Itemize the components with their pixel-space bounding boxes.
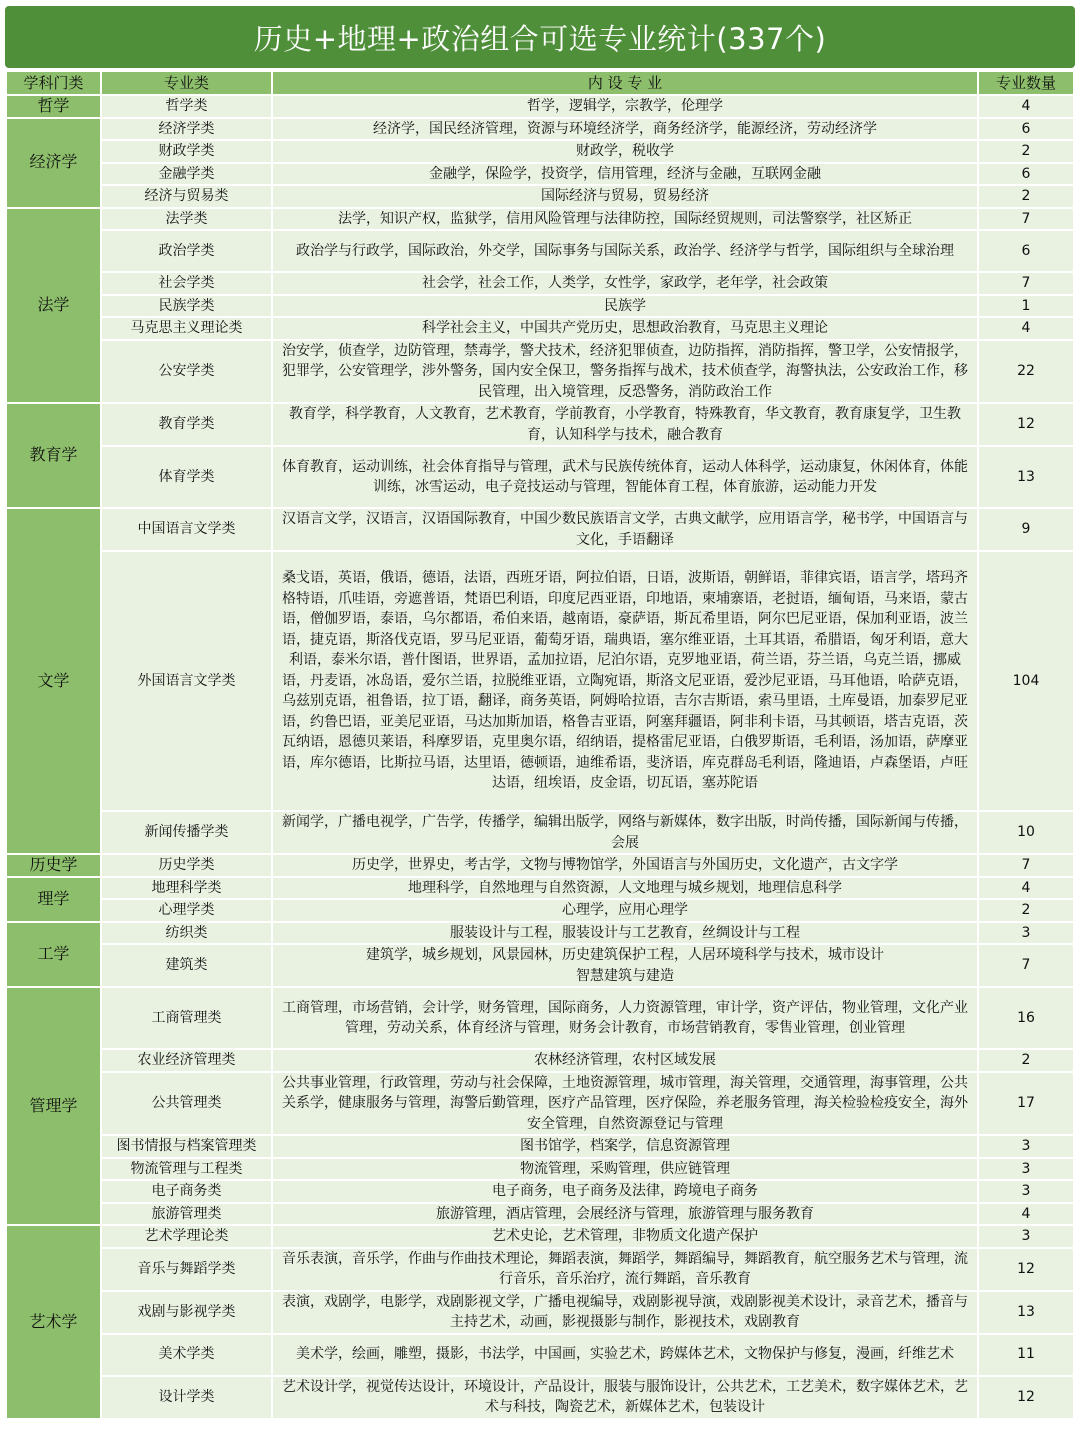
class-cell: 哲学类 (101, 95, 272, 118)
count-cell: 6 (978, 118, 1074, 141)
count-cell: 6 (978, 230, 1074, 272)
majors-cell: 艺术设计学，视觉传达设计，环境设计，产品设计，服装与服饰设计，公共艺术，工艺美术，数字媒体艺术，艺术与科技，陶瓷艺术，新媒体艺术，包装设计 (272, 1376, 978, 1419)
majors-cell: 工商管理，市场营销，会计学，财务管理，国际商务，人力资源管理，审计学，资产评估，物业管理，文化产业管理，劳动关系，体育经济与管理，财务会计教育，市场营销教育，零售业管理，创业管理 (272, 987, 978, 1049)
table-row (6, 551, 1074, 811)
majors-cell: 电子商务，电子商务及法律，跨境电子商务 (272, 1180, 978, 1203)
majors-cell: 汉语言文学，汉语言，汉语国际教育，中国少数民族语言文学，古典文献学，应用语言学，秘书学，中国语言与文化，手语翻译 (272, 508, 978, 551)
count-cell: 12 (978, 1376, 1074, 1419)
table-row (6, 1376, 1074, 1419)
count-cell: 3 (978, 1225, 1074, 1248)
majors-cell: 表演，戏剧学，电影学，戏剧影视文学，广播电视编导，戏剧影视导演，戏剧影视美术设计，录音艺术，播音与主持艺术，动画，影视摄影与制作，影视技术，戏剧教育 (272, 1291, 978, 1334)
table-row (6, 877, 1074, 900)
table-row (6, 118, 1074, 141)
class-cell: 外国语言文学类 (101, 551, 272, 811)
count-cell: 104 (978, 551, 1074, 811)
table-row (6, 1291, 1074, 1334)
class-cell: 政治学类 (101, 230, 272, 272)
table-row (6, 1248, 1074, 1291)
majors-cell: 美术学，绘画，雕塑，摄影，书法学，中国画，实验艺术，跨媒体艺术，文物保护与修复，漫画，纤维艺术 (272, 1334, 978, 1376)
class-cell: 农业经济管理类 (101, 1049, 272, 1072)
table-header-row (6, 71, 1074, 95)
table-row (6, 1158, 1074, 1181)
majors-cell: 服装设计与工程，服装设计与工艺教育，丝绸设计与工程 (272, 922, 978, 945)
class-cell: 体育学类 (101, 446, 272, 508)
count-cell: 10 (978, 811, 1074, 854)
class-cell: 设计学类 (101, 1376, 272, 1419)
class-cell: 图书情报与档案管理类 (101, 1135, 272, 1158)
count-cell: 1 (978, 295, 1074, 318)
majors-cell: 农林经济管理，农村区域发展 (272, 1049, 978, 1072)
count-cell: 7 (978, 208, 1074, 231)
majors-cell: 艺术史论，艺术管理，非物质文化遗产保护 (272, 1225, 978, 1248)
category-cell: 文学 (6, 508, 101, 854)
table-row (6, 163, 1074, 186)
count-cell: 11 (978, 1334, 1074, 1376)
class-cell: 法学类 (101, 208, 272, 231)
table-row (6, 230, 1074, 272)
count-cell: 17 (978, 1072, 1074, 1136)
class-cell: 中国语言文学类 (101, 508, 272, 551)
count-cell: 12 (978, 1248, 1074, 1291)
category-cell: 经济学 (6, 118, 101, 208)
category-cell: 法学 (6, 208, 101, 404)
category-cell: 哲学 (6, 95, 101, 118)
count-cell: 3 (978, 1158, 1074, 1181)
table-row (6, 944, 1074, 987)
table-row (6, 403, 1074, 446)
majors-cell: 政治学与行政学，国际政治，外交学，国际事务与国际关系，政治学、经济学与哲学，国际组织与全球治理 (272, 230, 978, 272)
class-cell: 民族学类 (101, 295, 272, 318)
table-row (6, 208, 1074, 231)
count-cell: 6 (978, 163, 1074, 186)
count-cell: 4 (978, 95, 1074, 118)
class-cell: 物流管理与工程类 (101, 1158, 272, 1181)
class-cell: 心理学类 (101, 899, 272, 922)
count-cell: 2 (978, 140, 1074, 163)
class-cell: 音乐与舞蹈学类 (101, 1248, 272, 1291)
class-cell: 公共管理类 (101, 1072, 272, 1136)
majors-cell: 财政学，税收学 (272, 140, 978, 163)
category-cell: 教育学 (6, 403, 101, 508)
count-cell: 9 (978, 508, 1074, 551)
table-row (6, 1049, 1074, 1072)
class-cell: 马克思主义理论类 (101, 317, 272, 340)
count-cell: 3 (978, 1135, 1074, 1158)
count-cell: 4 (978, 877, 1074, 900)
table-row (6, 1225, 1074, 1248)
majors-cell: 治安学，侦查学，边防管理，禁毒学，警犬技术，经济犯罪侦查，边防指挥，消防指挥，警卫学，公安情报学，犯罪学，公安管理学，涉外警务，国内安全保卫，警务指挥与战术，技术侦查学，海警执法，公安政治工作，移民管理，出入境管理，反恐警务，消防政治工作 (272, 340, 978, 404)
count-cell: 16 (978, 987, 1074, 1049)
majors-cell: 物流管理，采购管理，供应链管理 (272, 1158, 978, 1181)
count-cell: 4 (978, 317, 1074, 340)
category-cell: 管理学 (6, 987, 101, 1225)
header-majors: 内 设 专 业 (272, 71, 978, 95)
class-cell: 电子商务类 (101, 1180, 272, 1203)
count-cell: 7 (978, 272, 1074, 295)
table-row (6, 1203, 1074, 1226)
class-cell: 经济学类 (101, 118, 272, 141)
majors-cell: 建筑学，城乡规划，风景园林，历史建筑保护工程，人居环境科学与技术，城市设计 智慧建筑与建造 (272, 944, 978, 987)
table-row (6, 140, 1074, 163)
category-cell: 艺术学 (6, 1225, 101, 1419)
table-row (6, 922, 1074, 945)
class-cell: 地理科学类 (101, 877, 272, 900)
table-row (6, 1180, 1074, 1203)
majors-table (5, 70, 1075, 1420)
majors-cell: 公共事业管理，行政管理，劳动与社会保障，土地资源管理，城市管理，海关管理，交通管理，海事管理，公共关系学，健康服务与管理，海警后勤管理，医疗产品管理，医疗保险，养老服务管理，海关检验检疫安全，海外安全管理，自然资源登记与管理 (272, 1072, 978, 1136)
table-row (6, 340, 1074, 404)
table-row (6, 1072, 1074, 1136)
majors-cell: 体育教育，运动训练，社会体育指导与管理，武术与民族传统体育，运动人体科学，运动康复，休闲体育，体能训练，冰雪运动，电子竞技运动与管理，智能体育工程，体育旅游，运动能力开发 (272, 446, 978, 508)
majors-cell: 民族学 (272, 295, 978, 318)
count-cell: 4 (978, 1203, 1074, 1226)
category-cell: 理学 (6, 877, 101, 922)
table-row (6, 1334, 1074, 1376)
majors-cell: 金融学，保险学，投资学，信用管理，经济与金融，互联网金融 (272, 163, 978, 186)
majors-cell: 哲学，逻辑学，宗教学，伦理学 (272, 95, 978, 118)
majors-cell: 经济学，国民经济管理，资源与环境经济学，商务经济学，能源经济，劳动经济学 (272, 118, 978, 141)
majors-cell: 旅游管理，酒店管理，会展经济与管理，旅游管理与服务教育 (272, 1203, 978, 1226)
class-cell: 社会学类 (101, 272, 272, 295)
table-row (6, 185, 1074, 208)
title-banner (5, 6, 1075, 68)
majors-cell: 国际经济与贸易，贸易经济 (272, 185, 978, 208)
class-cell: 公安学类 (101, 340, 272, 404)
count-cell: 7 (978, 854, 1074, 877)
class-cell: 财政学类 (101, 140, 272, 163)
table-row (6, 854, 1074, 877)
count-cell: 22 (978, 340, 1074, 404)
class-cell: 教育学类 (101, 403, 272, 446)
class-cell: 艺术学理论类 (101, 1225, 272, 1248)
header-count: 专业数量 (978, 71, 1074, 95)
table-row (6, 1135, 1074, 1158)
table-row (6, 987, 1074, 1049)
majors-cell: 心理学，应用心理学 (272, 899, 978, 922)
category-cell: 工学 (6, 922, 101, 988)
table-row (6, 508, 1074, 551)
majors-cell: 音乐表演，音乐学，作曲与作曲技术理论，舞蹈表演，舞蹈学，舞蹈编导，舞蹈教育，航空服务艺术与管理，流行音乐，音乐治疗，流行舞蹈，音乐教育 (272, 1248, 978, 1291)
class-cell: 新闻传播学类 (101, 811, 272, 854)
table-row (6, 295, 1074, 318)
majors-cell: 教育学，科学教育，人文教育，艺术教育，学前教育，小学教育，特殊教育，华文教育，教育康复学，卫生教育，认知科学与技术，融合教育 (272, 403, 978, 446)
majors-cell: 历史学，世界史，考古学，文物与博物馆学，外国语言与外国历史，文化遗产，古文字学 (272, 854, 978, 877)
table-row (6, 899, 1074, 922)
majors-cell: 社会学，社会工作，人类学，女性学，家政学，老年学，社会政策 (272, 272, 978, 295)
class-cell: 旅游管理类 (101, 1203, 272, 1226)
class-cell: 建筑类 (101, 944, 272, 987)
count-cell: 7 (978, 944, 1074, 987)
class-cell: 戏剧与影视学类 (101, 1291, 272, 1334)
table-row (6, 446, 1074, 508)
header-class: 专业类 (101, 71, 272, 95)
table-row (6, 811, 1074, 854)
table-row (6, 95, 1074, 118)
count-cell: 12 (978, 403, 1074, 446)
majors-cell: 法学，知识产权，监狱学，信用风险管理与法律防控，国际经贸规则，司法警察学，社区矫正 (272, 208, 978, 231)
majors-cell: 新闻学，广播电视学，广告学，传播学，编辑出版学，网络与新媒体，数字出版，时尚传播，国际新闻与传播，会展 (272, 811, 978, 854)
count-cell: 3 (978, 922, 1074, 945)
table-row (6, 317, 1074, 340)
count-cell: 3 (978, 1180, 1074, 1203)
table-row (6, 272, 1074, 295)
class-cell: 经济与贸易类 (101, 185, 272, 208)
header-category: 学科门类 (6, 71, 101, 95)
class-cell: 工商管理类 (101, 987, 272, 1049)
majors-cell: 科学社会主义，中国共产党历史，思想政治教育，马克思主义理论 (272, 317, 978, 340)
category-cell: 历史学 (6, 854, 101, 877)
class-cell: 纺织类 (101, 922, 272, 945)
majors-cell: 图书馆学，档案学，信息资源管理 (272, 1135, 978, 1158)
majors-cell: 桑戈语，英语，俄语，德语，法语，西班牙语，阿拉伯语，日语，波斯语，朝鲜语，菲律宾语，语言学，塔玛齐格特语，爪哇语，旁遮普语，梵语巴利语，印度尼西亚语，印地语，柬埔寨语，老挝语，缅甸语，马来语，蒙古语，僧伽罗语，泰语，乌尔都语，希伯来语，越南语，豪萨语，斯瓦希里语，阿尔巴尼亚语，保加利亚语，波兰语，捷克语，斯洛伐克语，罗马尼亚语，葡萄牙语，瑞典语，塞尔维亚语，土耳其语，希腊语，匈牙利语，意大利语，泰米尔语，普什图语，世界语，孟加拉语，尼泊尔语，克罗地亚语，荷兰语，芬兰语，乌克兰语，挪威语，丹麦语，冰岛语，爱尔兰语，拉脱维亚语，立陶宛语，斯洛文尼亚语，爱沙尼亚语，马耳他语，哈萨克语，乌兹别克语，祖鲁语，拉丁语，翻译，商务英语，阿姆哈拉语，吉尔吉斯语，索马里语，土库曼语，加泰罗尼亚语，约鲁巴语，亚美尼亚语，马达加斯加语，格鲁吉亚语，阿塞拜疆语，阿非利卡语，马其顿语，塔吉克语，茨瓦纳语，恩德贝莱语，科摩罗语，克里奥尔语，绍纳语，提格雷尼亚语，白俄罗斯语，毛利语，汤加语，萨摩亚语，库尔德语，比斯拉马语，达里语，德顿语，迪维希语，斐济语，库克群岛毛利语，隆迪语，卢森堡语，卢旺达语，纽埃语，皮金语，切瓦语，塞苏陀语 (272, 551, 978, 811)
count-cell: 2 (978, 1049, 1074, 1072)
count-cell: 2 (978, 899, 1074, 922)
count-cell: 2 (978, 185, 1074, 208)
count-cell: 13 (978, 1291, 1074, 1334)
page-title: 历史+地理+政治组合可选专业统计(337个) (253, 21, 827, 56)
class-cell: 历史学类 (101, 854, 272, 877)
table-body (6, 95, 1074, 1419)
class-cell: 美术学类 (101, 1334, 272, 1376)
count-cell: 13 (978, 446, 1074, 508)
majors-cell: 地理科学，自然地理与自然资源，人文地理与城乡规划，地理信息科学 (272, 877, 978, 900)
class-cell: 金融学类 (101, 163, 272, 186)
